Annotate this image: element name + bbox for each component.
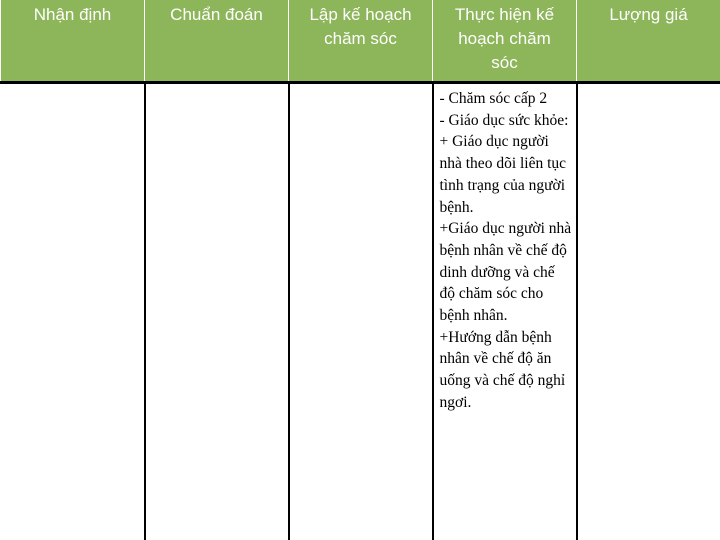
implementation-line: +Hướng dẫn bệnh nhân về chế độ ăn uống và chế độ nghỉ ngơi.: [439, 328, 566, 411]
header-diagnosis: Chuẩn đoán: [145, 0, 289, 83]
cell-evaluation: [577, 83, 720, 540]
cell-implementation: [433, 83, 577, 540]
header-implementation: Thực hiện kế hoạch chăm sóc: [433, 0, 577, 83]
implementation-line: +Giáo dục người nhà bệnh nhân về chế độ dinh dưỡng và chế độ chăm sóc cho bệnh nhân.: [439, 220, 572, 325]
header-row: [1, 0, 720, 83]
implementation-line: + Giáo dục người nhà theo dõi liên tục tình trạng của người bệnh.: [439, 133, 567, 216]
header-evaluation: Lượng giá: [577, 0, 720, 83]
table-row: [1, 83, 720, 540]
cell-care-plan: [289, 83, 433, 540]
header-assessment: Nhận định: [1, 0, 145, 83]
implementation-line: - Giáo dục sức khỏe:: [439, 111, 569, 129]
header-care-plan: Lập kế hoạch chăm sóc: [289, 0, 433, 83]
implementation-line: - Chăm sóc cấp 2: [439, 90, 548, 107]
cell-assessment: [1, 83, 145, 540]
cell-diagnosis: [145, 83, 289, 540]
implementation-text: [434, 84, 576, 414]
